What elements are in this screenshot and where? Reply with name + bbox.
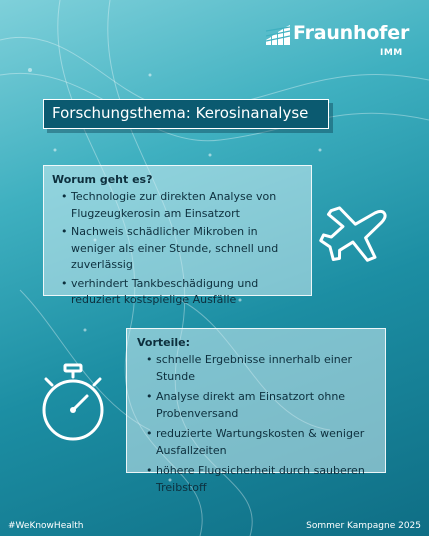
card-heading: Worum geht es?: [52, 173, 153, 186]
info-card-overview: [43, 165, 312, 306]
list-item: • Analyse direkt am Einsatzort ohne Probenversand: [156, 389, 377, 422]
logo-institute: IMM: [380, 48, 403, 58]
page-title: Forschungsthema: Kerosinanalyse: [43, 99, 329, 129]
logo-mark-icon: [266, 25, 290, 45]
stopwatch-icon: [40, 363, 106, 443]
list-item: • schnelle Ergebnisse innerhalb einer Stunde: [156, 352, 377, 385]
list-item: • Nachweis schädlicher Mikroben in weniger als einer Stunde, schnell und zuverlässig: [71, 224, 303, 274]
list-item: • reduzierte Wartungskosten & weniger Ausfallzeiten: [156, 426, 377, 459]
bullet-list: [52, 189, 303, 309]
footer-campaign: Sommer Kampagne 2025: [306, 521, 421, 531]
list-item: • verhindert Tankbeschädigung und reduziert kostspielige Ausfälle: [71, 276, 303, 309]
airplane-icon: [318, 198, 388, 262]
logo-name: Fraunhofer: [293, 22, 410, 44]
list-item: • höhere Flugsicherheit durch sauberen Treibstoff: [156, 463, 377, 496]
bullet-list: [137, 352, 377, 496]
info-card-advantages: [126, 328, 386, 494]
card-heading: Vorteile:: [137, 336, 191, 349]
footer-hashtag: #WeKnowHealth: [8, 521, 84, 531]
list-item: • Technologie zur direkten Analyse von Flugzeugkerosin am Einsatzort: [71, 189, 303, 222]
